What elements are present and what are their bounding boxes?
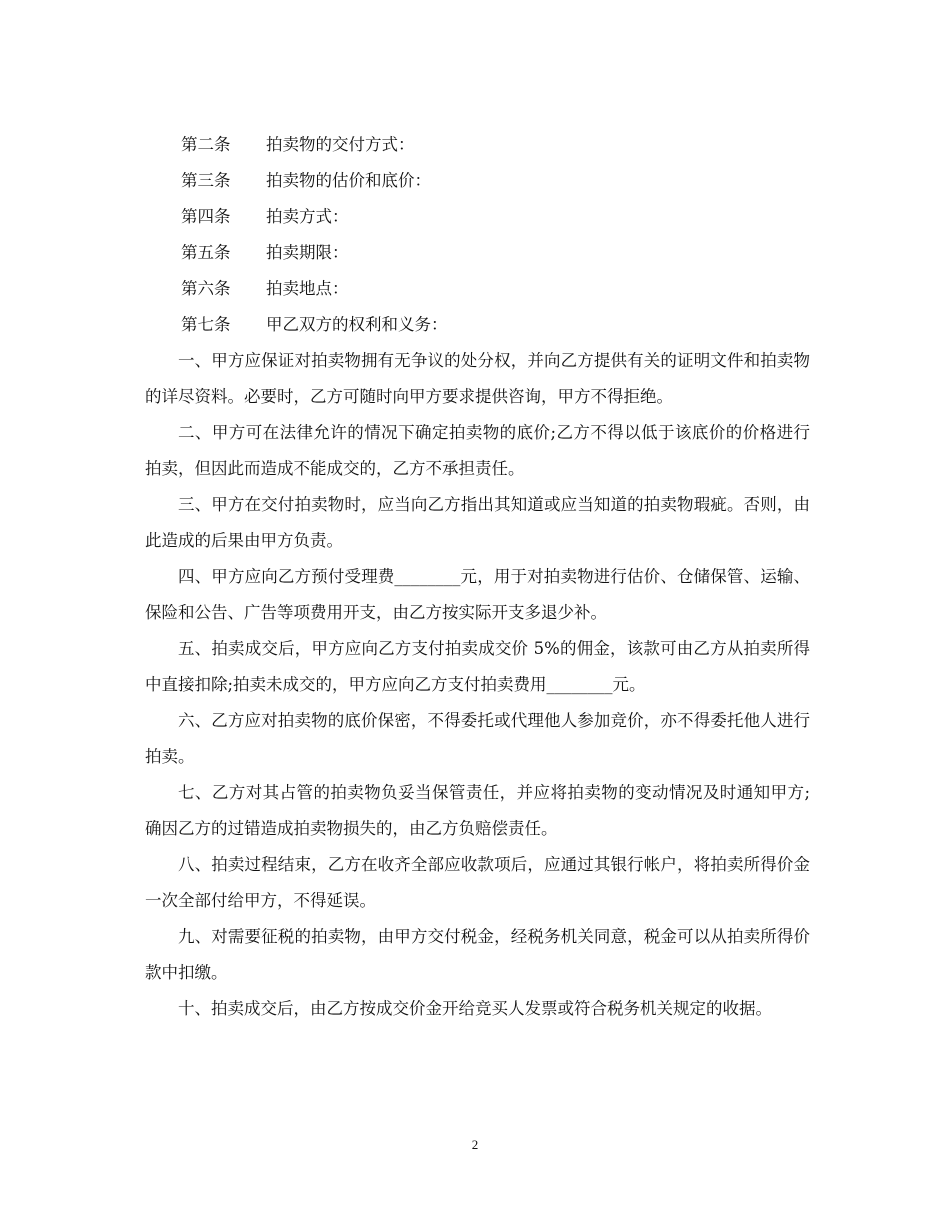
article-heading <box>145 127 810 163</box>
clause-paragraph: 二、甲方可在法律允许的情况下确定拍卖物的底价;乙方不得以低于该底价的价格进行拍卖，但因此而造成不能成交的，乙方不承担责任。 <box>145 423 810 478</box>
article-number: 第七条 <box>181 315 231 334</box>
article-number: 第二条 <box>181 135 231 154</box>
article-title: 甲乙双方的权利和义务： <box>266 315 448 334</box>
article-title: 拍卖期限： <box>266 243 349 262</box>
article-number: 第六条 <box>181 279 231 298</box>
clause-paragraph: 六、乙方应对拍卖物的底价保密，不得委托或代理他人参加竞价，亦不得委托他人进行拍卖。 <box>145 711 810 766</box>
clause-paragraph: 四、甲方应向乙方预付受理费________元，用于对拍卖物进行估价、仓储保管、运输、保险和公告、广告等项费用开支，由乙方按实际开支多退少补。 <box>145 567 810 622</box>
article-number: 第四条 <box>181 207 231 226</box>
article-number: 第三条 <box>181 171 231 190</box>
clause-paragraph: 十、拍卖成交后，由乙方按成交价金开给竞买人发票或符合税务机关规定的收据。 <box>178 999 772 1018</box>
clause-paragraph: 三、甲方在交付拍卖物时，应当向乙方指出其知道或应当知道的拍卖物瑕疵。否则，由此造成的后果由甲方负责。 <box>145 495 810 550</box>
clause-paragraph: 八、拍卖过程结束，乙方在收齐全部应收款项后，应通过其银行帐户，将拍卖所得价金一次全部付给甲方，不得延误。 <box>145 855 810 910</box>
article-title: 拍卖物的交付方式： <box>266 135 415 154</box>
article-heading <box>145 163 810 199</box>
article-heading <box>145 199 810 235</box>
article-title: 拍卖地点： <box>266 279 349 298</box>
article-title: 拍卖方式： <box>266 207 349 226</box>
article-heading <box>145 271 810 307</box>
clause-paragraph: 五、拍卖成交后，甲方应向乙方支付拍卖成交价 5%的佣金，该款可由乙方从拍卖所得中直接扣除;拍卖未成交的，甲方应向乙方支付拍卖费用________元。 <box>145 639 810 694</box>
article-heading <box>145 235 810 271</box>
page-number: 2 <box>471 1137 479 1152</box>
clause-paragraph: 七、乙方对其占管的拍卖物负妥当保管责任，并应将拍卖物的变动情况及时通知甲方;确因乙方的过错造成拍卖物损失的，由乙方负赔偿责任。 <box>145 783 810 838</box>
clause-paragraph: 一、甲方应保证对拍卖物拥有无争议的处分权，并向乙方提供有关的证明文件和拍卖物的详尽资料。必要时，乙方可随时向甲方要求提供咨询，甲方不得拒绝。 <box>145 351 810 406</box>
clause-paragraph: 九、对需要征税的拍卖物，由甲方交付税金，经税务机关同意，税金可以从拍卖所得价款中扣缴。 <box>145 927 810 982</box>
article-number: 第五条 <box>181 243 231 262</box>
document-body <box>145 127 810 1027</box>
article-title: 拍卖物的估价和底价： <box>266 171 431 190</box>
article-heading <box>145 307 810 343</box>
